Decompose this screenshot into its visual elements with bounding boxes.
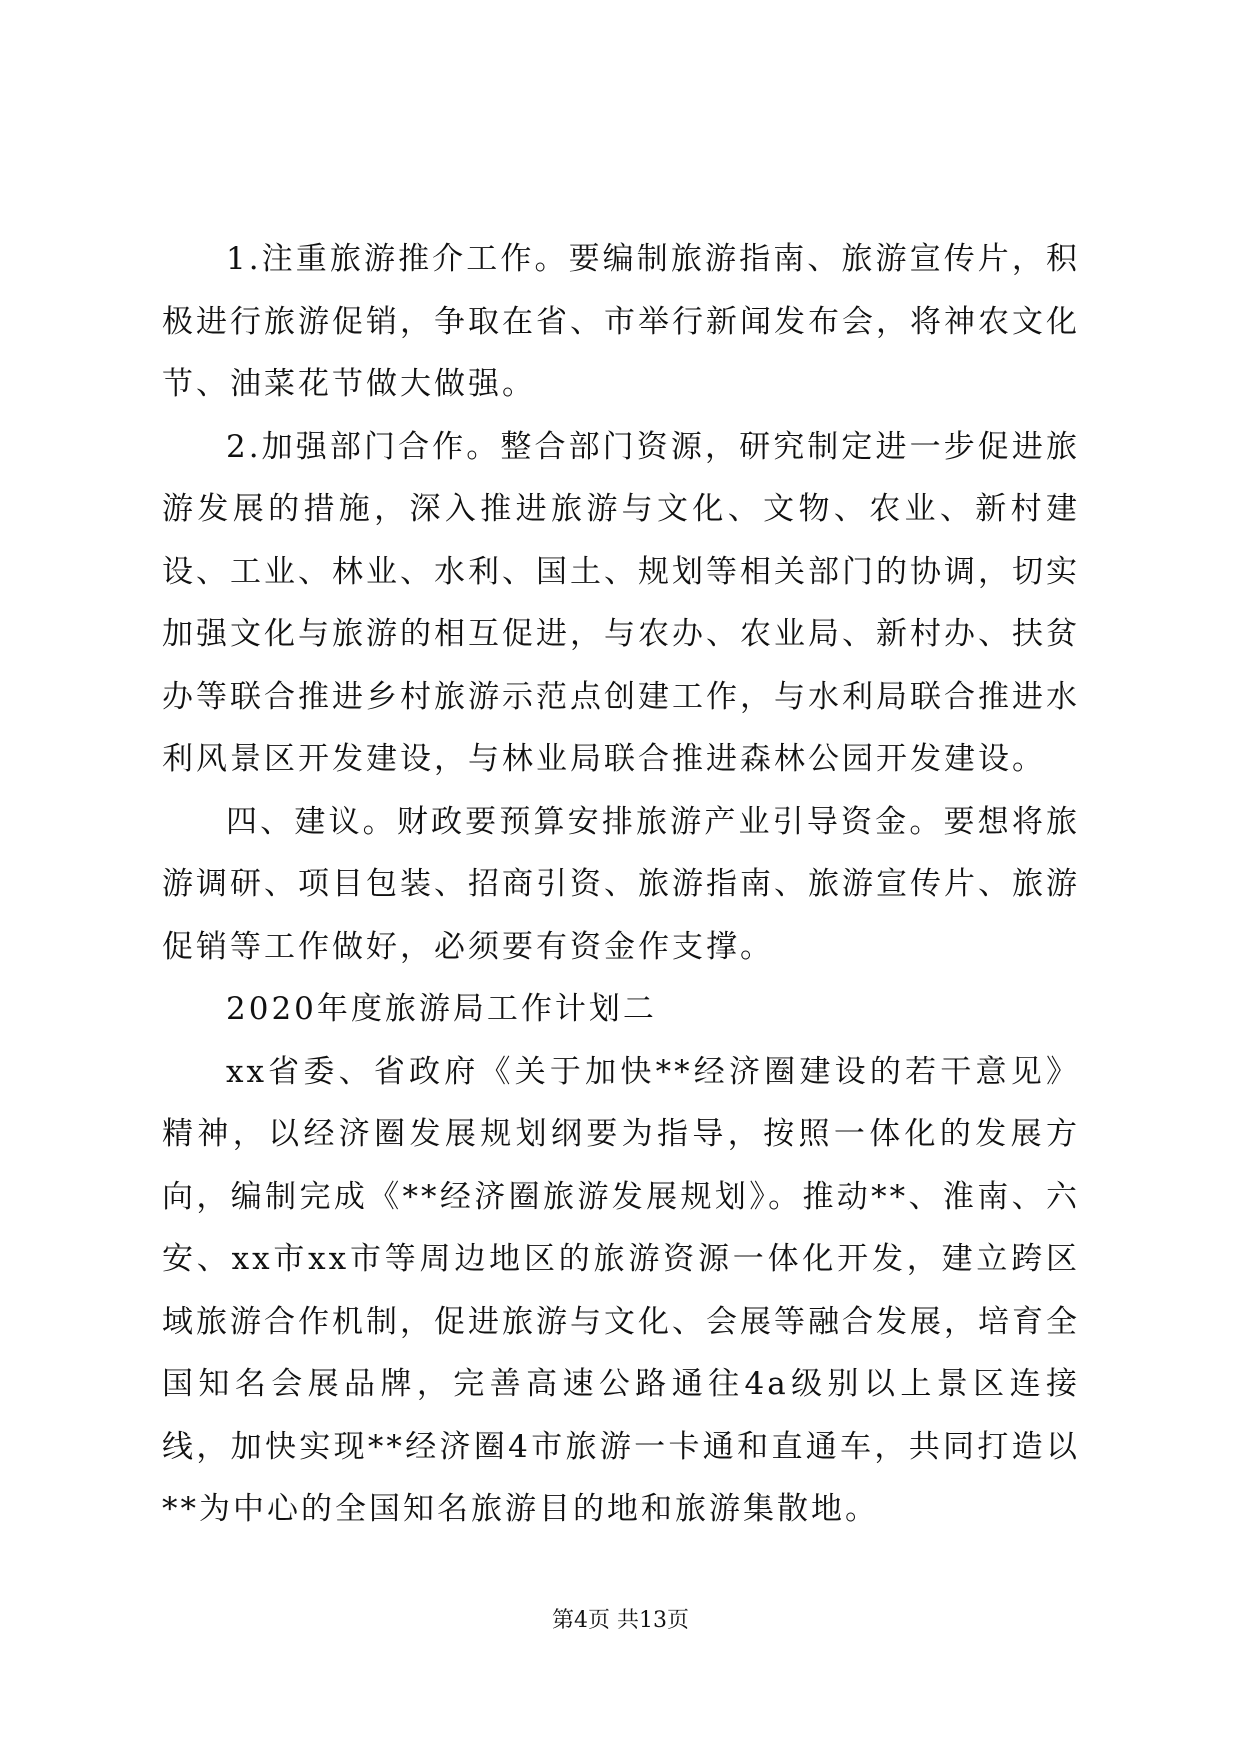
paragraph-suggestion: 四、建议。财政要预算安排旅游产业引导资金。要想将旅游调研、项目包装、招商引资、旅游指南、旅游宣传片、旅游促销等工作做好，必须要有资金作支撑。 <box>162 803 1080 965</box>
paragraph-promotion: 1.注重旅游推介工作。要编制旅游指南、旅游宣传片，积极进行旅游促销，争取在省、市举行新闻发布会，将神农文化节、油菜花节做大做强。 <box>162 241 1080 402</box>
section-heading: 2020年度旅游局工作计划二 <box>226 991 657 1027</box>
page-number-footer: 第4页 共13页 <box>552 1608 689 1633</box>
paragraph-economic-circle: xx省委、省政府《关于加快**经济圈建设的若干意见》精神，以经济圈发展规划纲要为指导，按照一体化的发展方向，编制完成《**经济圈旅游发展规划》。推动**、淮南、六安、xx市xx市等周边地区的旅游资源一体化开发，建立跨区域旅游合作机制，促进旅游与文化、会展等融合发展，培育全国知名会展品牌，完善高速公路通往4a级别以上景区连接线，加快实现**经济圈4市旅游一卡通和直通车，共同打造以**为中心的全国知名旅游目的地和旅游集散地。 <box>162 1053 1080 1527</box>
paragraph-cooperation: 2.加强部门合作。整合部门资源，研究制定进一步促进旅游发展的措施，深入推进旅游与文化、文物、农业、新村建设、工业、林业、水利、国土、规划等相关部门的协调，切实加强文化与旅游的相互促进，与农办、农业局、新村办、扶贫办等联合推进乡村旅游示范点创建工作，与水利局联合推进水利风景区开发建设，与林业局联合推进森林公园开发建设。 <box>162 428 1080 777</box>
document-body <box>162 228 1080 1541</box>
